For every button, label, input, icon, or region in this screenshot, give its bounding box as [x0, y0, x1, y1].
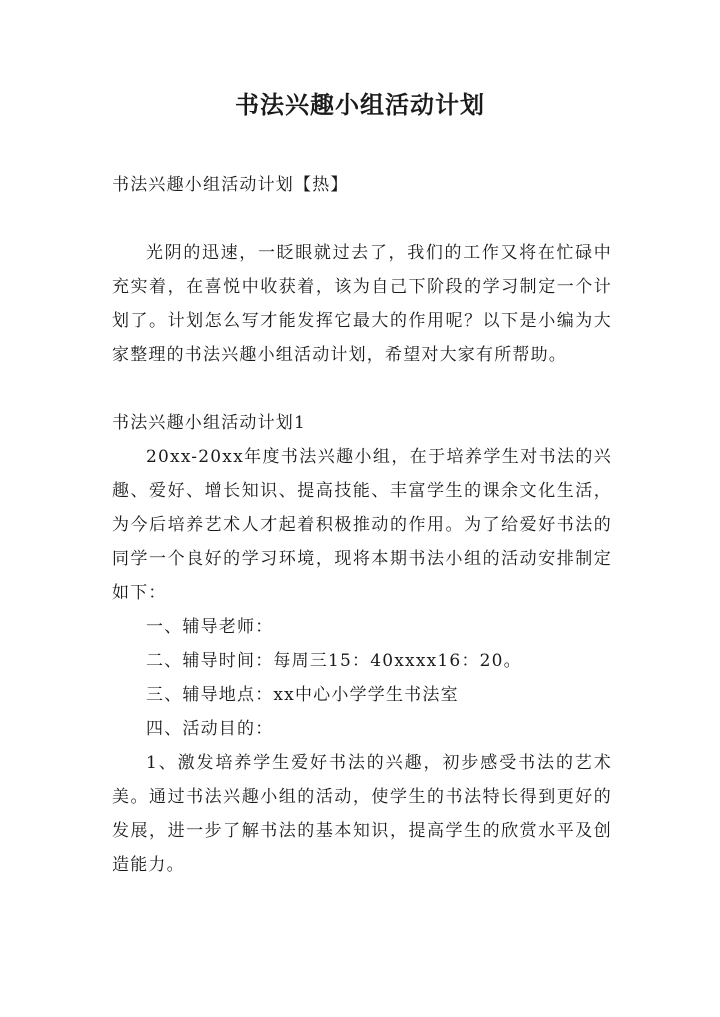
document-body	[112, 168, 612, 882]
purpose-paragraph: 1、激发培养学生爱好书法的兴趣，初步感受书法的艺术美。通过书法兴趣小组的活动，使学生的书法特长得到更好的发展，进一步了解书法的基本知识，提高学生的欣赏水平及创造能力。	[112, 753, 612, 875]
section-paragraph: 20xx-20xx年度书法兴趣小组，在于培养学生对书法的兴趣、爱好、增长知识、提高技能、丰富学生的课余文化生活，为今后培养艺术人才起着积极推动的作用。为了给爱好书法的同学一个良好的学习环境，现将本期书法小组的活动安排制定如下：	[112, 447, 612, 603]
list-item-location: 三、辅导地点：xx中心小学学生书法室	[146, 685, 459, 705]
section-heading: 书法兴趣小组活动计划1	[112, 413, 307, 433]
list-item-purpose: 四、活动目的：	[146, 719, 274, 739]
list-item-teacher: 一、辅导老师：	[146, 617, 274, 637]
list-item-time: 二、辅导时间：每周三15：40xxxx16：20。	[146, 651, 522, 671]
document-subtitle: 书法兴趣小组活动计划【热】	[112, 175, 349, 195]
intro-paragraph: 光阴的迅速，一眨眼就过去了，我们的工作又将在忙碌中充实着，在喜悦中收获着，该为自己下阶段的学习制定一个计划了。计划怎么写才能发挥它最大的作用呢？以下是小编为大家整理的书法兴趣小组活动计划，希望对大家有所帮助。	[112, 243, 612, 365]
document-title: 书法兴趣小组活动计划	[235, 90, 485, 119]
